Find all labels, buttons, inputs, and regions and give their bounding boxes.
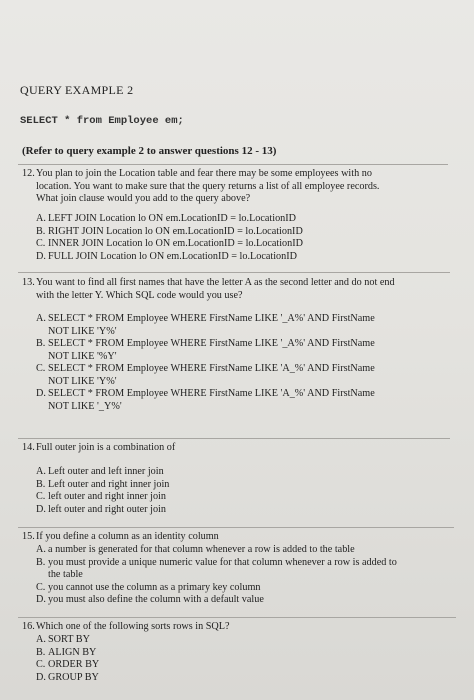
option-d bbox=[36, 388, 375, 401]
question-text: What join clause would you add to the query above? bbox=[36, 193, 251, 204]
option-b bbox=[36, 557, 397, 570]
question-13-options bbox=[36, 313, 375, 413]
option-letter: C. bbox=[36, 659, 46, 670]
option-letter: D. bbox=[36, 250, 46, 262]
option-c-continued: NOT LIKE 'Y%' bbox=[48, 375, 117, 387]
option-text: left outer and right inner join bbox=[48, 491, 166, 502]
question-number: 13. bbox=[22, 277, 35, 288]
option-text: left outer and right outer join bbox=[48, 503, 166, 515]
sql-query-example: SELECT * from Employee em; bbox=[20, 115, 184, 127]
option-letter: B. bbox=[36, 478, 46, 490]
question-number: 12. bbox=[22, 168, 35, 179]
option-letter: C. bbox=[36, 491, 46, 502]
option-a bbox=[36, 466, 169, 479]
option-letter: B. bbox=[36, 646, 46, 658]
option-text: you must provide a unique numeric value for that column whenever a row is added to bbox=[48, 556, 397, 568]
option-letter: D. bbox=[36, 594, 46, 605]
option-b bbox=[36, 226, 303, 239]
option-text: SELECT * FROM Employee WHERE FirstName LIKE '_A%' AND FirstName bbox=[48, 338, 375, 349]
option-a bbox=[36, 544, 397, 557]
option-b-continued: NOT LIKE '%Y' bbox=[48, 350, 117, 362]
divider bbox=[18, 438, 450, 439]
option-letter: A. bbox=[36, 466, 46, 477]
option-letter: B. bbox=[36, 338, 46, 349]
question-14 bbox=[22, 442, 175, 455]
instruction-text: (Refer to query example 2 to answer questions 12 - 13) bbox=[22, 145, 277, 157]
option-text: you cannot use the column as a primary key column bbox=[48, 581, 261, 593]
option-c bbox=[36, 659, 99, 672]
question-16 bbox=[22, 621, 230, 634]
option-letter: D. bbox=[36, 503, 46, 515]
question-text: Full outer join is a combination of bbox=[36, 442, 176, 453]
option-text: INNER JOIN Location lo ON em.LocationID = lo.LocationID bbox=[48, 238, 303, 249]
option-text: FULL JOIN Location lo ON em.LocationID = lo.LocationID bbox=[48, 250, 297, 262]
question-number: 14. bbox=[22, 442, 35, 453]
question-14-options bbox=[36, 466, 169, 516]
option-a bbox=[36, 634, 99, 647]
option-text: a number is generated for that column whenever a row is added to the table bbox=[48, 544, 355, 555]
option-a-continued: NOT LIKE 'Y%' bbox=[48, 325, 117, 337]
option-letter: C. bbox=[36, 238, 46, 249]
option-letter: C. bbox=[36, 363, 46, 374]
option-text: LEFT JOIN Location lo ON em.LocationID = lo.LocationID bbox=[48, 213, 297, 224]
question-text: location. You want to make sure that the query returns a list of all employee records. bbox=[36, 180, 380, 192]
question-text: You plan to join the Location table and fear there may be some employees with no bbox=[36, 168, 372, 179]
option-c bbox=[36, 491, 169, 504]
option-text: SELECT * FROM Employee WHERE FirstName LIKE 'A_%' AND FirstName bbox=[48, 363, 375, 374]
question-13 bbox=[22, 277, 395, 302]
option-letter: A. bbox=[36, 213, 46, 224]
option-letter: D. bbox=[36, 388, 46, 399]
option-c bbox=[36, 238, 303, 251]
option-b bbox=[36, 647, 99, 660]
option-d bbox=[36, 672, 99, 685]
option-letter: B. bbox=[36, 556, 46, 568]
divider bbox=[18, 527, 454, 528]
option-d bbox=[36, 594, 397, 607]
option-letter: A. bbox=[36, 313, 46, 324]
option-b bbox=[36, 338, 375, 351]
question-16-options bbox=[36, 634, 99, 684]
option-text: ALIGN BY bbox=[48, 646, 97, 658]
question-15-options bbox=[36, 544, 397, 607]
divider bbox=[18, 617, 456, 618]
option-d bbox=[36, 504, 169, 517]
section-heading: QUERY EXAMPLE 2 bbox=[20, 83, 134, 97]
question-text: If you define a column as an identity column bbox=[36, 531, 219, 542]
option-letter: D. bbox=[36, 671, 46, 683]
option-a bbox=[36, 313, 375, 326]
option-text: Left outer and left inner join bbox=[48, 466, 164, 477]
option-text: GROUP BY bbox=[48, 671, 99, 683]
option-c bbox=[36, 582, 397, 595]
option-letter: C. bbox=[36, 581, 46, 593]
question-12-options bbox=[36, 213, 303, 263]
question-number: 16. bbox=[22, 621, 35, 632]
option-text: SELECT * FROM Employee WHERE FirstName LIKE '_A%' AND FirstName bbox=[48, 313, 375, 324]
option-text: you must also define the column with a default value bbox=[48, 594, 264, 605]
question-15 bbox=[22, 531, 219, 544]
question-number: 15. bbox=[22, 531, 35, 542]
option-text: RIGHT JOIN Location lo ON em.LocationID = lo.LocationID bbox=[48, 225, 303, 237]
option-text: SORT BY bbox=[48, 634, 90, 645]
option-a bbox=[36, 213, 303, 226]
option-letter: A. bbox=[36, 544, 46, 555]
option-c bbox=[36, 363, 375, 376]
question-text: with the letter Y. Which SQL code would you use? bbox=[36, 289, 243, 301]
option-b-continued: the table bbox=[48, 569, 83, 580]
question-12 bbox=[22, 168, 379, 206]
divider bbox=[18, 164, 448, 165]
option-b bbox=[36, 479, 169, 492]
option-d-continued: NOT LIKE '_Y%' bbox=[48, 400, 122, 412]
question-text: You want to find all first names that have the letter A as the second letter and do not end bbox=[36, 277, 395, 288]
option-text: Left outer and right inner join bbox=[48, 478, 170, 490]
option-text: ORDER BY bbox=[48, 659, 100, 670]
option-letter: A. bbox=[36, 634, 46, 645]
divider bbox=[18, 272, 450, 273]
option-d bbox=[36, 251, 303, 264]
option-letter: B. bbox=[36, 225, 46, 237]
option-text: SELECT * FROM Employee WHERE FirstName LIKE 'A_%' AND FirstName bbox=[48, 388, 375, 399]
question-text: Which one of the following sorts rows in SQL? bbox=[36, 621, 230, 632]
